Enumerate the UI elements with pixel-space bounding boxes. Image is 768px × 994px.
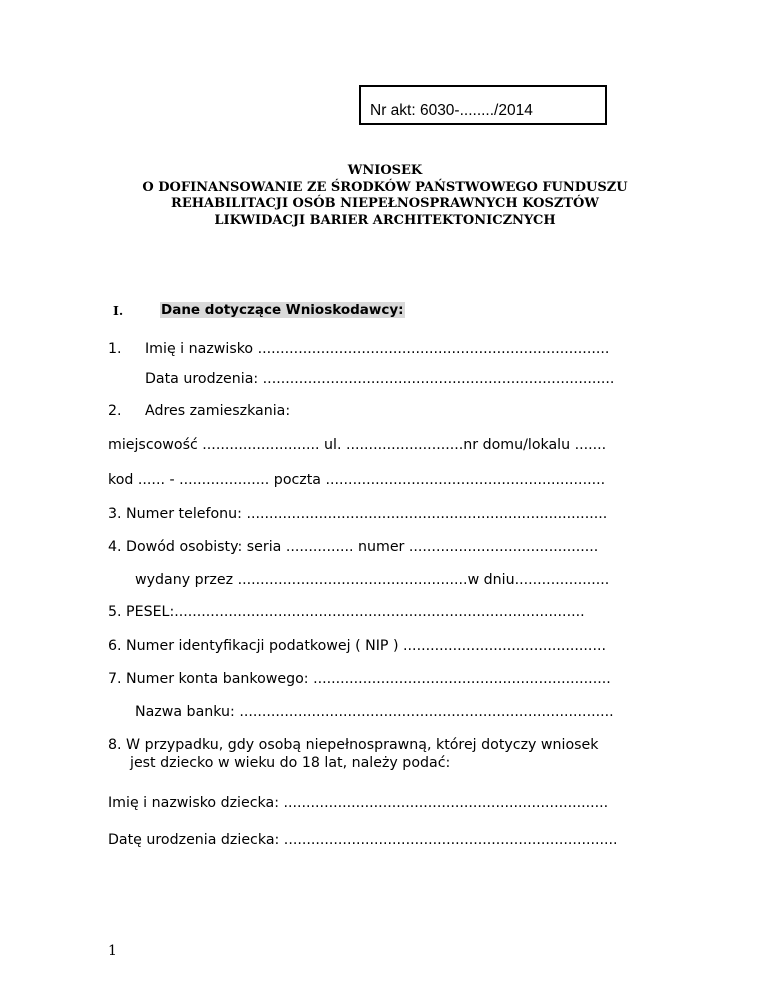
case-number: Nr akt: 6030-......../2014 <box>370 102 533 119</box>
field-number-2: 2. <box>108 403 122 419</box>
bank-name-field[interactable]: Nazwa banku: ................................................................................... <box>135 704 614 720</box>
phone-field[interactable]: 3. Numer telefonu: ................................................................................ <box>108 506 608 522</box>
form-title <box>100 163 670 229</box>
field-number-1: 1. <box>108 341 122 357</box>
issued-by-field[interactable]: wydany przez ...................................................w dniu..................... <box>135 572 610 588</box>
postal-code-field[interactable]: kod ...... - .................... poczta .............................................................. <box>108 472 606 488</box>
section-number: I. <box>113 303 124 318</box>
page-number: 1 <box>108 943 117 959</box>
bank-account-field[interactable]: 7. Numer konta bankowego: .................................................................. <box>108 671 611 687</box>
case-number-box <box>359 85 607 125</box>
child-name-field[interactable]: Imię i nazwisko dziecka: ........................................................................ <box>108 795 609 811</box>
address-label: Adres zamieszkania: <box>145 403 291 419</box>
child-note-line-2: jest dziecko w wieku do 18 lat, należy podać: <box>130 755 451 771</box>
title-line-2: O DOFINANSOWANIE ZE ŚRODKÓW PAŃSTWOWEGO FUNDUSZU <box>142 179 628 195</box>
id-card-field[interactable]: 4. Dowód osobisty: seria ............... numer .......................................... <box>108 539 599 555</box>
birth-date-field[interactable]: Data urodzenia: .............................................................................. <box>145 371 615 387</box>
nip-field[interactable]: 6. Numer identyfikacji podatkowej ( NIP ) ............................................. <box>108 638 606 654</box>
child-note-line-1: 8. W przypadku, gdy osobą niepełnosprawną, której dotyczy wniosek <box>108 737 599 753</box>
title-line-3: REHABILITACJI OSÓB NIEPEŁNOSPRAWNYCH KOSZTÓW <box>171 196 599 211</box>
locality-street-field[interactable]: miejscowość .......................... ul. ..........................nr domu/lokalu ....... <box>108 437 607 453</box>
pesel-field[interactable]: 5. PESEL:........................................................................................... <box>108 604 585 620</box>
child-birth-date-field[interactable]: Datę urodzenia dziecka: .......................................................................... <box>108 832 618 848</box>
title-line-4: LIKWIDACJI BARIER ARCHITEKTONICZNYCH <box>214 212 556 228</box>
section-title: Dane dotyczące Wnioskodawcy: <box>161 302 404 318</box>
title-line-1: WNIOSEK <box>347 163 423 178</box>
name-field[interactable]: Imię i nazwisko .............................................................................. <box>145 341 610 357</box>
